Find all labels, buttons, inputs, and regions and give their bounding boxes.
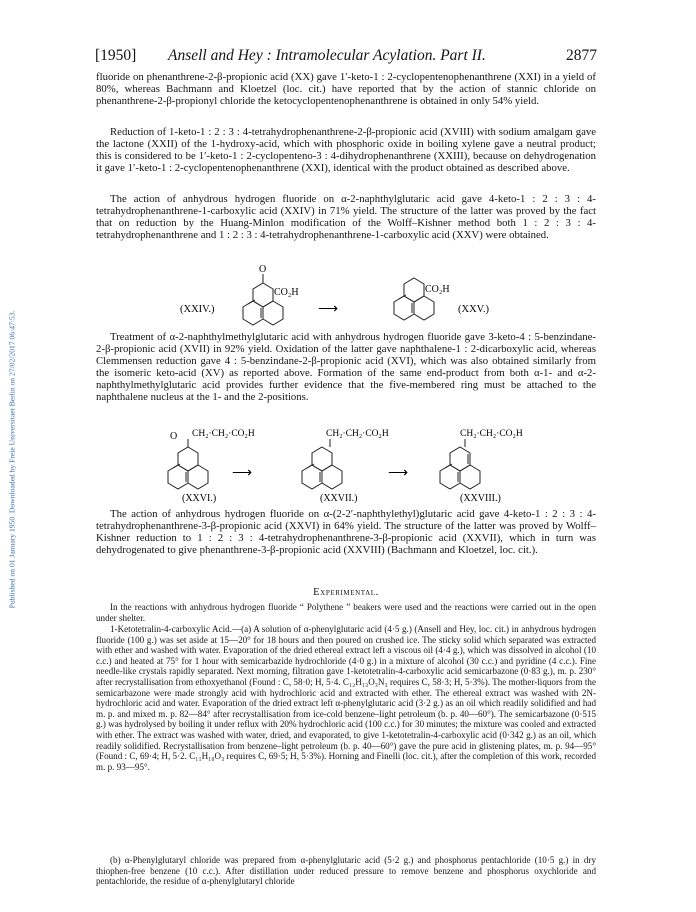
carboxyl-group-xxiv: CO₂H xyxy=(274,287,299,298)
page-number: 2877 xyxy=(566,47,597,64)
structure-xxviii xyxy=(440,439,480,489)
side-chain-xxviii: CH₂·CH₂·CO₂H xyxy=(460,429,523,439)
compound-label-xxv: (XXV.) xyxy=(458,304,490,315)
carboxyl-group-xxv: CO₂H xyxy=(425,284,450,295)
paragraph-2: Reduction of 1-keto-1 : 2 : 3 : 4-tetrahydrophenanthrene-2-β-propionic acid (XVIII) with sodium amalgam gave the lactone (XXII) of the 1-hydroxy-acid, which with phosphoric oxide in boiling xylene gave a neutral product; this is considered to be 1′-keto-1 : 2-cyclopenteno-3 : 4-dihydrophenanthrene (XXIII), because on dehydrogenation it gave 1′-keto-1 : 2-cyclopentenophenanthrene (XXI), identical with the product obtained as described above. xyxy=(96,126,596,175)
paragraph-1: fluoride on phenanthrene-2-β-propionic acid (XX) gave 1′-keto-1 : 2-cyclopentenophenanthrene (XXI) in a yield of 80%, whereas Bachmann and Kloetzel (loc. cit.) have reported that by the action of stannic chloride on phenanthrene-2-β-propionyl chloride the ketocyclopentenophenanthrene is obtained in only 54% yield. xyxy=(96,71,596,108)
reaction-scheme-2 xyxy=(160,425,600,507)
experimental-paragraph-a: 1-Ketotetralin-4-carboxylic Acid.—(a) A solution of α-phenylglutaric acid (4·5 g.) (Ansell and Hey, loc. cit.) in anhydrous hydrogen fluoride (100 g.) was set aside at 15—20° for 18 hours and then poured on crushed ice. The sticky solid which separated was extracted with ether and washed with water. Evaporation of the dried ethereal extract left a viscous oil (4·4 g.), which was dissolved in alcohol (10 c.c.) and heated at 75° for 1 hour with semicarbazide hydrochloride (4·0 g.) in a mixture of alcohol (30 c.c.) and pyridine (4 c.c.). Fine needle-like crystals rapidly separated. Next morning, filtration gave 1-ketotetralin-4-carboxylic acid semicarbazone (0·83 g.), m. p. 230° after recrystallisation from ethoxyethanol (Found : C, 58·0; H, 5·4. C₁₂H₁₃O₃N₃ requires C, 58·3; H, 5·3%). The mother-liquors from the semicarbazone were made strongly acid with hydrochloric acid and extracted with ether. The ethereal extract was washed with 2N-hydrochloric acid and water. Evaporation of the dried extract left α-phenylglutaric acid (3·2 g.) as an oil which readily solidified and had m. p. and mixed m. p. 82—84° after recrystallisation from ice-cold benzene–light petroleum (b. p. 40—60°). The semicarbazone (0·515 g.) was hydrolysed by boiling it under reflux with 20% hydrochloric acid (100 c.c.) for 30 minutes; the mixture was cooled and extracted with ether. The extract was washed with water, dried, and evaporated, to give 1-ketotetralin-4-carboxylic acid (0·342 g.) as an oil, which readily solidified. Recrystallisation from benzene–light petroleum (b. p. 40—60°) gave the pure acid in glistening plates, m. p. 94—95° (Found : C, 69·4; H, 5·2. C₁₁H₁₀O₃ requires C, 69·5; H, 5·3%). Horning and Finelli (loc. cit.), after the completion of this work, recorded m. p. 93—95°. xyxy=(96,624,596,772)
download-notice: Published on 01 January 1950. Downloaded by Freie Universitaet Berlin on 27/02/2017 06:47:53. xyxy=(7,310,17,609)
compound-label-xxiv: (XXIV.) xyxy=(180,304,215,315)
structure-xxiv xyxy=(243,274,283,325)
compound-label-xxviii: (XXVIII.) xyxy=(460,493,501,504)
reaction-arrow-3: ⟶ xyxy=(388,466,409,481)
compound-label-xxvi: (XXVI.) xyxy=(182,493,217,504)
reaction-arrow-1: ⟶ xyxy=(318,302,339,317)
experimental-paragraph-b: (b) α-Phenylglutaryl chloride was prepared from α-phenylglutaric acid (5·2 g.) and phosphorus pentachloride (10·5 g.) in dry thiophen-free benzene (10 c.c.). After distillation under reduced pressure to remove benzene and phosphorus oxychloride and pentachloride, the residue of α-phenylglutaryl chloride xyxy=(96,855,596,887)
structure-xxvi xyxy=(168,439,208,489)
paragraph-4: Treatment of α-2-naphthylmethylglutaric acid with anhydrous hydrogen fluoride gave 3-keto-4 : 5-benzindane-2-β-propionic acid (XVII) in 92% yield. Oxidation of the latter gave naphthalene-1 : 2-dicarboxylic acid, whereas Clemmensen reduction gave 4 : 5-benzindane-2-β-propionic acid (XVI), which was also obtained similarly from the isomeric keto-acid (XV) as reported above. Formation of the same end-product from both α-1- and α-2-naphthylmethylglutaric acid provides further evidence that the five-membered ring must be attached to the naphthalene nucleus at the 1- and the 2-positions. xyxy=(96,331,596,404)
structure-xxvii xyxy=(302,439,342,489)
experimental-intro: In the reactions with anhydrous hydrogen fluoride “ Polythene ” beakers were used and the reactions were carried out in the open under shelter. xyxy=(96,602,596,623)
side-chain-xxvii: CH₂·CH₂·CO₂H xyxy=(326,429,389,439)
paragraph-5: The action of anhydrous hydrogen fluoride on α-(2-2′-naphthylethyl)glutaric acid gave 4-keto-1 : 2 : 3 : 4-tetrahydrophenanthrene-3-β-propionic acid (XXVI) in 64% yield. The structure of the latter was proved by Wolff–Kishner reduction to 1 : 2 : 3 : 4-tetrahydrophenanthrene-3-β-propionic acid (XXVII), which in turn was dehydrogenated to give phenanthrene-3-β-propionic acid (XXVIII) (Bachmann and Kloetzel, loc. cit.). xyxy=(96,508,596,557)
journal-year: [1950] xyxy=(95,47,137,64)
reaction-arrow-2: ⟶ xyxy=(232,466,253,481)
side-chain-xxvi: CH₂·CH₂·CO₂H xyxy=(192,429,255,439)
keto-oxygen: O xyxy=(259,264,267,275)
compound-label-xxvii: (XXVII.) xyxy=(320,493,358,504)
paragraph-3: The action of anhydrous hydrogen fluoride on α-2-naphthylglutaric acid gave 4-keto-1 : 2 : 3 : 4-tetrahydrophenanthrene-1-carboxylic acid (XXIV) in 71% yield. The structure of the latter was proved by the fact that on reduction by the Huang-Minlon modification of the Wolff–Kishner method both 1 : 2 : 3 : 4-tetrahydrophenanthrene and 1 : 2 : 3 : 4-tetrahydrophenanthrene-1-carboxylic acid (XXV) were obtained. xyxy=(96,193,596,242)
section-heading-experimental: Experimental. xyxy=(313,587,379,598)
keto-oxygen-xxvi: O xyxy=(170,431,178,442)
reaction-scheme-1 xyxy=(160,258,520,332)
running-title: Ansell and Hey : Intramolecular Acylation. Part II. xyxy=(168,47,486,64)
